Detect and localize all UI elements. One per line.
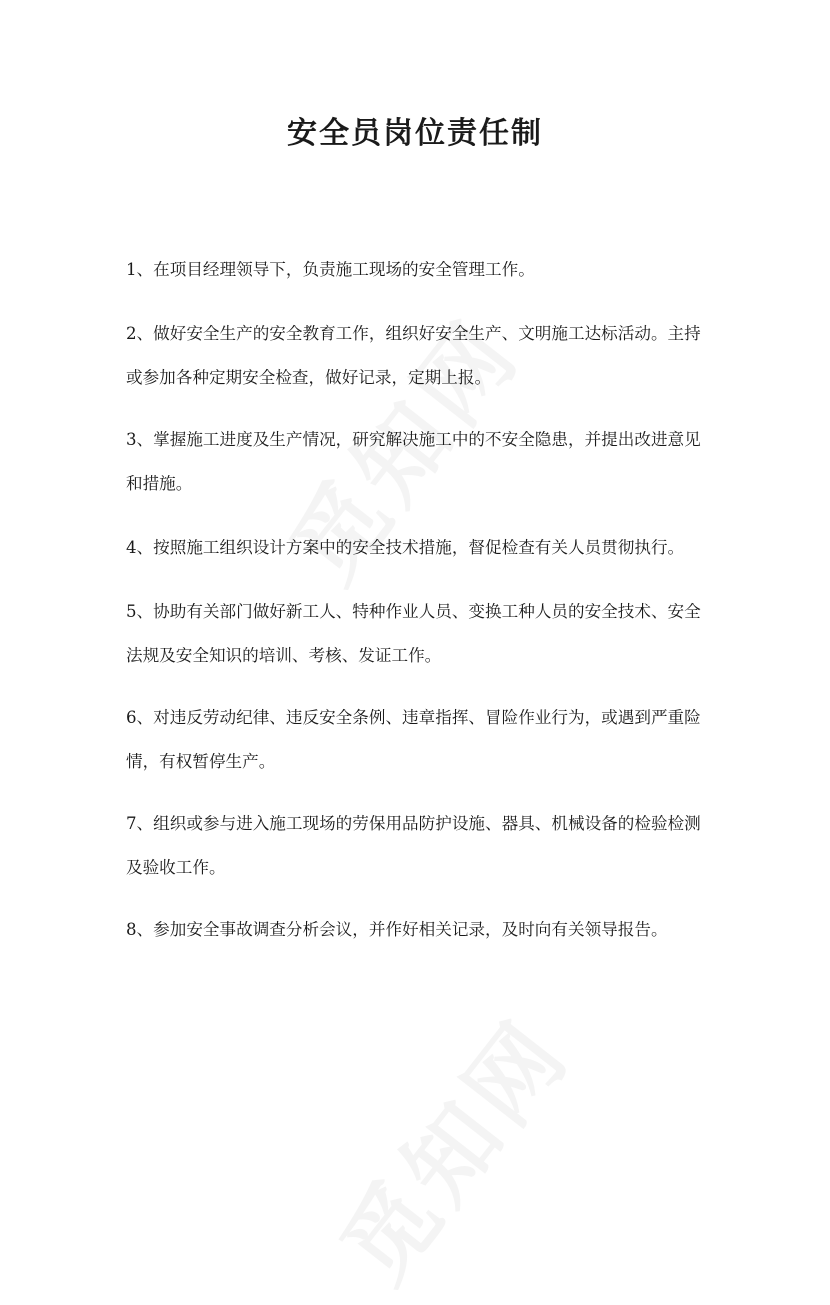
duty-item-line: 或参加各种定期安全检查，做好记录，定期上报。: [126, 368, 492, 387]
duty-item-line: 2、做好安全生产的安全教育工作，组织好安全生产、文明施工达标活动。主持: [126, 324, 701, 343]
duty-item-7: [126, 802, 711, 890]
duty-item-5: [126, 590, 711, 678]
duty-item-line: 8、参加安全事故调查分析会议，并作好相关记录，及时向有关领导报告。: [126, 920, 668, 939]
duty-item-line: 7、组织或参与进入施工现场的劳保用品防护设施、器具、机械设备的检验检测: [126, 814, 701, 833]
duty-item-line: 4、按照施工组织设计方案中的安全技术措施，督促检查有关人员贯彻执行。: [126, 538, 685, 557]
page-title: 安全员岗位责任制: [287, 116, 543, 151]
duty-item-line: 1、在项目经理领导下，负责施工现场的安全管理工作。: [126, 260, 535, 279]
duty-item-4: [126, 526, 711, 570]
duty-item-3: [126, 418, 711, 506]
duty-item-1: [126, 248, 711, 292]
duty-item-8: [126, 908, 711, 952]
duty-item-line: 法规及安全知识的培训、考核、发证工作。: [126, 646, 442, 665]
duty-item-6: [126, 696, 711, 784]
duty-item-line: 及验收工作。: [126, 858, 226, 877]
duty-item-line: 和措施。: [126, 474, 193, 493]
duty-item-2: [126, 312, 711, 400]
duty-item-line: 3、掌握施工进度及生产情况，研究解决施工中的不安全隐患，并提出改进意见: [126, 430, 701, 449]
watermark: [306, 987, 595, 1305]
duty-item-line: 6、对违反劳动纪律、违反安全条例、违章指挥、冒险作业行为，或遇到严重险: [126, 708, 701, 727]
duty-item-line: 情，有权暂停生产。: [126, 752, 276, 771]
duty-item-line: 5、协助有关部门做好新工人、特种作业人员、变换工种人员的安全技术、安全: [126, 602, 701, 621]
